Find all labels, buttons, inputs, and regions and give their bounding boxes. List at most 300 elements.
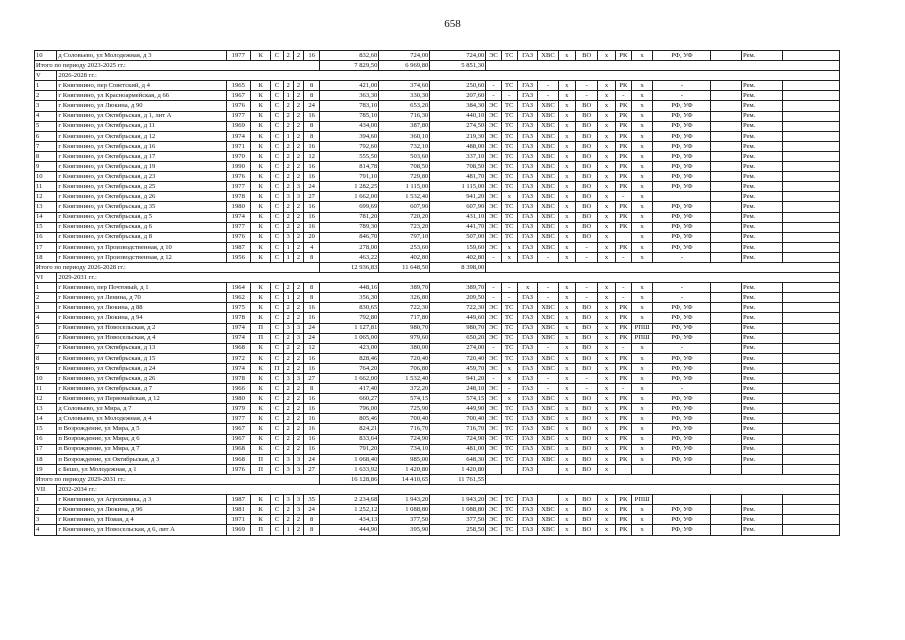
table-cell: 463,22 [320,252,379,262]
table-cell: 2 [283,404,293,414]
table-cell: Рем. [742,414,783,424]
table-cell: К [251,283,271,293]
table-cell: х [558,444,575,454]
table-cell: К [251,232,271,242]
table-cell: 2 [283,151,293,161]
table-cell: 1977 [226,222,250,232]
table-cell: 2 [283,172,293,182]
table-cell: г Княгинино, ул Новая, д 4 [57,515,226,525]
table-cell: г Княгинино, ул Люкина, д 88 [57,303,226,313]
table-cell: Рем. [742,434,783,444]
table-cell: 8 [303,81,319,91]
housing-register-table [34,50,840,536]
table-cell: - [538,374,558,384]
table-cell: РК [615,151,631,161]
table-cell: 8 [35,151,57,161]
table-cell: ВО [575,424,597,434]
table-cell: ЭС [486,515,501,525]
table-cell: 2 [293,444,303,454]
table-cell: РФ, УФ [653,333,711,343]
table-cell: 1974 [226,212,250,222]
total-label: Итого по периоду 2026-2028 гг.: [35,262,320,272]
table-cell [711,323,742,333]
table-cell: х [598,323,615,333]
table-cell [653,464,711,474]
table-cell: 3 [283,323,293,333]
table-cell: 459,70 [430,363,486,373]
table-cell: х [598,252,615,262]
table-cell: 980,70 [430,323,486,333]
table-cell: 16 [303,404,319,414]
table-cell: РФ, УФ [653,444,711,454]
table-cell: 653,20 [379,101,430,111]
table-cell: ЭС [486,394,501,404]
table-cell: РФ, УФ [653,101,711,111]
table-cell [711,283,742,293]
table-cell: ГАЗ [517,374,537,384]
table-cell: х [558,51,575,61]
table-cell: х [558,232,575,242]
table-cell: ГАЗ [517,111,537,121]
table-cell: ГАЗ [517,202,537,212]
table-cell: ЭС [486,192,501,202]
table-cell [782,121,839,131]
table-cell [782,495,839,505]
table-cell [711,111,742,121]
table-cell: г Княгинино, ул Октябрьская, д 19 [57,162,226,172]
table-cell: 1 [283,252,293,262]
table-cell: 2 [283,162,293,172]
table-cell: ЭС [486,131,501,141]
table-cell: 1972 [226,353,250,363]
table-cell: 207,60 [430,91,486,101]
table-cell: К [251,434,271,444]
table-row [35,51,840,61]
table-cell: ХВС [538,525,558,535]
table-cell: С [271,404,283,414]
table-cell: РК [615,434,631,444]
table-cell: С [271,111,283,121]
table-cell: ХВС [538,303,558,313]
table-cell: К [251,505,271,515]
table-cell: Рем. [742,141,783,151]
table-cell: РК [615,525,631,535]
table-cell: 2 [293,313,303,323]
table-cell: 18 [35,454,57,464]
table-cell: 35 [303,495,319,505]
table-cell: х [598,202,615,212]
table-cell: ВО [575,313,597,323]
table-cell: ХВС [538,242,558,252]
table-cell: ХВС [538,141,558,151]
table-cell [782,374,839,384]
table-cell: К [251,495,271,505]
table-cell: К [251,424,271,434]
table-cell: 16 [303,434,319,444]
table-cell: - [653,81,711,91]
table-cell: 2 [293,384,303,394]
table-cell: х [558,242,575,252]
table-row [35,424,840,434]
table-cell: ЭС [486,505,501,515]
table-cell: 1975 [226,303,250,313]
table-cell: 1977 [226,111,250,121]
table-cell: х [598,101,615,111]
table-cell: х [558,495,575,505]
table-cell: 2 [293,51,303,61]
table-cell: х [631,353,652,363]
table-cell: ТС [501,141,517,151]
table-cell: 15 [35,222,57,232]
table-cell: 708,50 [430,162,486,172]
table-cell: П [271,363,283,373]
table-cell: 2 [283,121,293,131]
table-cell: ВО [575,505,597,515]
table-cell [711,515,742,525]
table-cell: х [631,81,652,91]
table-cell [782,505,839,515]
table-cell: ЭС [486,212,501,222]
table-cell: ЭС [486,525,501,535]
table-cell [711,525,742,535]
table-cell: 1 420,80 [430,464,486,474]
table-cell: 980,70 [379,323,430,333]
table-cell: 1968 [226,454,250,464]
total-value: 14 410,65 [379,474,430,484]
table-cell: х [558,212,575,222]
table-cell: С [271,162,283,172]
table-cell: К [251,394,271,404]
table-cell: 1976 [226,101,250,111]
table-cell: 720,40 [430,353,486,363]
table-cell: д Соловьево, ул Молодежная, д 4 [57,414,226,424]
table-cell [782,111,839,121]
table-cell: г Княгинино, ул Агрохимика, д 3 [57,495,226,505]
table-cell: д Соловьево, ул Мира, д 7 [57,404,226,414]
table-cell: С [271,434,283,444]
table-cell: РК [615,172,631,182]
table-cell [711,333,742,343]
table-cell: К [251,353,271,363]
table-cell: г Княгинино, ул Первомайская, д 12 [57,394,226,404]
table-cell: ЭС [486,424,501,434]
table-cell: 1976 [226,172,250,182]
table-cell: 248,10 [430,384,486,394]
table-cell: 8 [303,293,319,303]
table-cell: 724,90 [379,434,430,444]
table-cell: ВО [575,454,597,464]
table-cell: 985,00 [379,454,430,464]
table-cell: 384,30 [430,101,486,111]
table-cell: 4 [303,242,319,252]
table-cell: К [251,343,271,353]
table-cell: ГАЗ [517,101,537,111]
table-cell: х [598,424,615,434]
table-cell: ГАЗ [517,444,537,454]
table-cell: 1987 [226,242,250,252]
table-cell: ВО [575,141,597,151]
table-cell: ХВС [538,162,558,172]
table-cell: 326,80 [379,293,430,303]
table-cell: х [631,505,652,515]
table-cell: Рем. [742,81,783,91]
table-cell: - [538,343,558,353]
table-cell: 434,13 [320,515,379,525]
table-cell: РК [615,111,631,121]
table-cell: РФ, УФ [653,374,711,384]
table-cell: х [558,525,575,535]
table-cell: х [558,384,575,394]
table-cell [711,404,742,414]
table-cell: ГАЗ [517,464,537,474]
table-cell: 720,20 [379,212,430,222]
table-cell: С [271,121,283,131]
table-row [35,162,840,172]
table-cell: х [558,283,575,293]
table-cell: п Возрождение, ул Октябрьская, д 3 [57,454,226,464]
table-cell: 16 [303,303,319,313]
table-cell: 2 [283,202,293,212]
table-cell: 2 [283,333,293,343]
table-cell: РФ, УФ [653,222,711,232]
table-cell [782,394,839,404]
table-cell: 2 [283,353,293,363]
table-cell: 1 115,00 [430,182,486,192]
table-cell: 3 [293,182,303,192]
table-cell [782,293,839,303]
table-cell [711,242,742,252]
table-cell: 792,60 [320,141,379,151]
table-cell: ВО [575,464,597,474]
table-cell: 830,65 [320,303,379,313]
table-cell: 16 [303,363,319,373]
total-value: 11 648,50 [379,262,430,272]
table-cell: 1 065,00 [320,333,379,343]
table-cell: ТС [501,131,517,141]
table-cell: х [558,434,575,444]
table-cell: х [598,414,615,424]
table-cell [711,384,742,394]
table-cell: 3 [293,495,303,505]
table-cell: - [486,343,501,353]
table-cell: х [631,51,652,61]
table-cell: 1 [283,525,293,535]
table-cell: ЭС [486,151,501,161]
table-cell [782,303,839,313]
table-cell [711,434,742,444]
table-cell [711,353,742,363]
table-cell: Рем. [742,172,783,182]
table-cell: - [653,293,711,303]
table-cell: ТС [501,515,517,525]
table-cell: К [251,212,271,222]
table-cell: х [631,192,652,202]
table-cell: Рем. [742,505,783,515]
table-cell: 2 [293,293,303,303]
table-cell: С [271,51,283,61]
table-cell: ТС [501,454,517,464]
table-cell: с Бешо, ул Молодежная, д 1 [57,464,226,474]
table-cell: РК [615,505,631,515]
table-cell: х [558,222,575,232]
table-cell: ХВС [538,222,558,232]
table-cell: х [631,414,652,424]
table-cell: х [631,222,652,232]
table-cell: 13 [35,404,57,414]
table-cell: К [251,414,271,424]
table-cell: ТС [501,353,517,363]
table-cell: 209,50 [430,293,486,303]
table-cell: ХВС [538,101,558,111]
table-cell: РК [615,404,631,414]
table-cell: 2 [293,353,303,363]
table-cell: РПШ [631,333,652,343]
table-cell: ХВС [538,394,558,404]
table-cell: ХВС [538,444,558,454]
table-cell: К [251,202,271,212]
table-cell: ГАЗ [517,333,537,343]
table-cell: Рем. [742,444,783,454]
table-cell: ГАЗ [517,323,537,333]
table-cell: ГАЗ [517,505,537,515]
table-cell: ВО [575,172,597,182]
table-cell: 10 [35,51,57,61]
table-cell: х [631,313,652,323]
table-cell: 1956 [226,252,250,262]
table-cell: х [558,162,575,172]
table-cell: С [271,343,283,353]
table-cell: г Княгинино, пер Почтовый, д 1 [57,283,226,293]
table-cell: - [653,384,711,394]
table-cell: 2 [283,101,293,111]
table-cell: ВО [575,404,597,414]
table-cell: ВО [575,414,597,424]
table-cell: ТС [501,232,517,242]
table-cell: х [558,404,575,414]
table-cell: К [251,162,271,172]
table-cell: 660,27 [320,394,379,404]
table-cell: 2 [283,434,293,444]
section-row [35,71,840,81]
table-cell: х [558,505,575,515]
table-cell: г Княгинино, ул Новосельская, д 2 [57,323,226,333]
table-cell [711,131,742,141]
table-cell: С [271,172,283,182]
table-cell: ГАЗ [517,172,537,182]
table-cell: РФ, УФ [653,323,711,333]
table-cell: 18 [35,252,57,262]
table-row [35,293,840,303]
table-cell: 1 115,00 [379,182,430,192]
table-cell: х [631,172,652,182]
table-cell: 16 [303,162,319,172]
table-cell: ЭС [486,444,501,454]
table-cell: РФ, УФ [653,434,711,444]
table-cell: 3 [283,232,293,242]
table-cell [782,333,839,343]
table-row [35,374,840,384]
table-cell: РК [615,515,631,525]
table-cell: 372,20 [379,384,430,394]
table-cell [711,374,742,384]
table-cell [653,192,711,202]
table-cell [782,424,839,434]
table-row [35,353,840,363]
table-cell [711,81,742,91]
table-cell [782,242,839,252]
table-cell: РФ, УФ [653,363,711,373]
table-cell: 979,60 [379,333,430,343]
total-label: Итого по периоду 2023-2025 гг.: [35,61,320,71]
table-cell [782,454,839,464]
table-cell: д Соловьево, ул Молодежная, д 3 [57,51,226,61]
table-cell: 2 [283,313,293,323]
table-cell: ВО [575,222,597,232]
table-cell: РФ, УФ [653,303,711,313]
table-cell: 717,80 [379,313,430,323]
table-cell: 387,80 [379,121,430,131]
table-cell: х [631,434,652,444]
table-row [35,454,840,464]
table-cell: х [558,313,575,323]
table-cell: ЭС [486,384,501,394]
table-cell: х [517,283,537,293]
table-cell: 607,90 [430,202,486,212]
table-cell: х [631,91,652,101]
table-cell: Рем. [742,384,783,394]
table-cell: ТС [501,525,517,535]
table-cell: ЭС [486,495,501,505]
table-cell: К [251,141,271,151]
table-cell: х [631,121,652,131]
table-cell: - [486,293,501,303]
table-cell: 24 [303,454,319,464]
table-cell: Рем. [742,303,783,313]
table-cell: РФ, УФ [653,424,711,434]
table-cell [782,81,839,91]
total-value: 8 398,00 [430,262,486,272]
table-cell: П [251,464,271,474]
table-cell: х [598,505,615,515]
table-cell: х [598,81,615,91]
table-cell: РФ, УФ [653,182,711,192]
table-cell: 9 [35,363,57,373]
table-cell: ВО [575,202,597,212]
table-cell: ТС [501,303,517,313]
table-cell: х [558,353,575,363]
table-cell: ХВС [538,353,558,363]
table-cell: х [558,111,575,121]
table-cell: 481,00 [430,444,486,454]
table-cell: ГАЗ [517,313,537,323]
table-cell: г Княгинино, ул Люкина, д 90 [57,101,226,111]
table-cell: ТС [501,434,517,444]
table-cell: РФ, УФ [653,454,711,464]
table-cell: К [251,51,271,61]
table-cell: 1980 [226,394,250,404]
table-cell: К [251,374,271,384]
table-cell [782,384,839,394]
table-cell: - [538,384,558,394]
table-cell: ЭС [486,202,501,212]
table-cell: К [251,303,271,313]
table-cell: х [631,424,652,434]
table-cell: 14 [35,212,57,222]
table-cell: ГАЗ [517,353,537,363]
table-cell [742,464,783,474]
table-cell: К [251,101,271,111]
table-cell: х [558,394,575,404]
